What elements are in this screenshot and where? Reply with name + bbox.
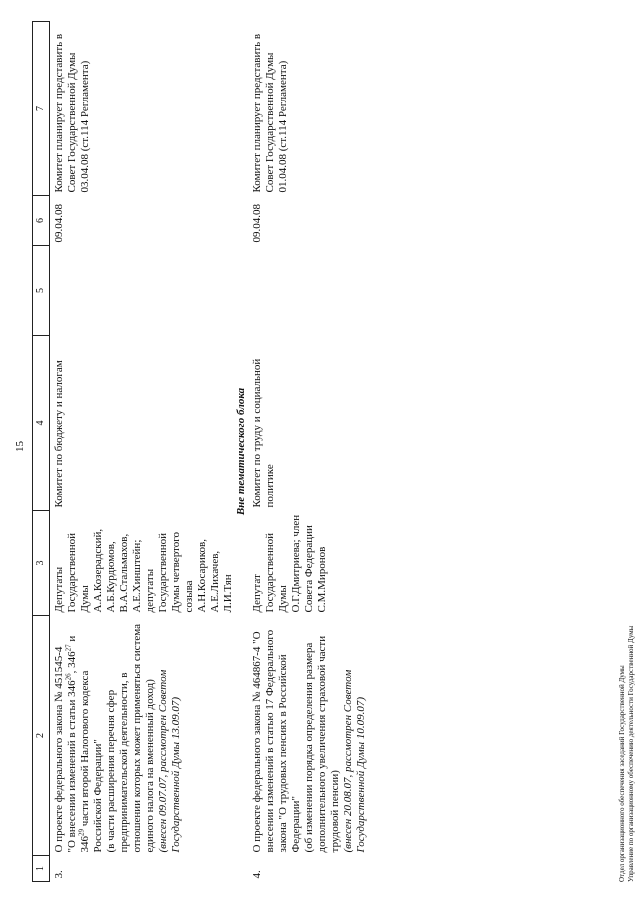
header-cell: 3	[33, 511, 50, 616]
header-cell: 6	[33, 196, 50, 246]
header-cell: 2	[33, 616, 50, 856]
date: 09.04.08	[251, 204, 263, 243]
bill-title: О проекте федерального закона № 451545-4 "О внесении изменений в статьи $346^{26}$, $346^{27}$ и $346^{29}$ части второй Налогового кодекса Российской Федерации" (в части расширения перечня сфер предпринимательской деятельности, в отношении которых может применяться система единого налога на вмененный доход) (внесен 09.07.07, рассмотрен Советом Государственной Думы 13.09.07)	[53, 623, 182, 853]
footer-line: Отдел организационного обеспечения заседаний Государственной Думы	[618, 665, 626, 882]
header-cell: 1	[33, 856, 50, 882]
header-cell: 5	[33, 246, 50, 336]
committee: Комитет по бюджету и налогам	[53, 360, 65, 508]
bill-introduced: (внесен 20.08.07, рассмотрен Советом Государственной Думы 10.09.07)	[342, 669, 367, 853]
bill-title: О проекте федерального закона № 464867-4 "О внесении изменений в статью 17 Федерального закона "О трудовых пенсиях в Российской Федерации" (об изменении порядка определения размера дополнительного увеличения страховой части трудовой пенсии) (внесен 20.08.07, рассмотрен Советом Государственной Думы 10.09.07)	[251, 629, 367, 853]
header-cell: 4	[33, 336, 50, 511]
row-number: 3.	[53, 870, 65, 879]
row-number: 4.	[251, 870, 263, 879]
initiators: Депутат Государственной Думы О.Г.Дмитриева; член Совета Федерации С.М.Миронов	[251, 514, 328, 613]
section-title: Вне тематического блока	[235, 387, 247, 516]
note: Комитет планирует представить в Совет Государственной Думы 01.04.08 (ст.114 Регламента)	[251, 33, 289, 193]
col5-value	[50, 246, 236, 336]
table-row	[248, 22, 368, 882]
table-row	[50, 22, 236, 882]
rotated-content	[14, 22, 635, 882]
note: Комитет планирует представить в Совет Государственной Думы 03.04.08 (ст.114 Регламента)	[53, 33, 91, 193]
bill-description: (в части расширения перечня сфер предпринимательской деятельности, в отношении которых может применяться система единого налога на вмененный доход)	[105, 623, 156, 853]
footer	[618, 626, 636, 882]
section-row	[235, 22, 248, 882]
date: 09.04.08	[53, 204, 65, 243]
initiators: Депутаты Государственной Думы А.А.Козерадский, А.Б.Курдюмов, В.А.Стальмахов, А.Е.Хинштейн; депутаты Государственной Думы четвертого созыва А.Н.Косариков, А.Е.Лихачев, Л.И.Тян	[53, 528, 234, 613]
col5-value	[248, 246, 368, 336]
bill-description: (об изменении порядка определения размера дополнительного увеличения страховой части трудовой пенсии)	[303, 635, 341, 853]
header-cell: 7	[33, 22, 50, 196]
footer-line: Управление по организационному обеспечению деятельности Государственной Думы	[627, 625, 635, 882]
committee: Комитет по труду и социальной политике	[251, 358, 276, 508]
bill-introduced: (внесен 09.07.07, рассмотрен Советом Государственной Думы 13.09.07)	[157, 669, 182, 853]
agenda-table	[32, 21, 368, 882]
header-row	[33, 22, 50, 882]
page-number: 15	[14, 441, 26, 452]
